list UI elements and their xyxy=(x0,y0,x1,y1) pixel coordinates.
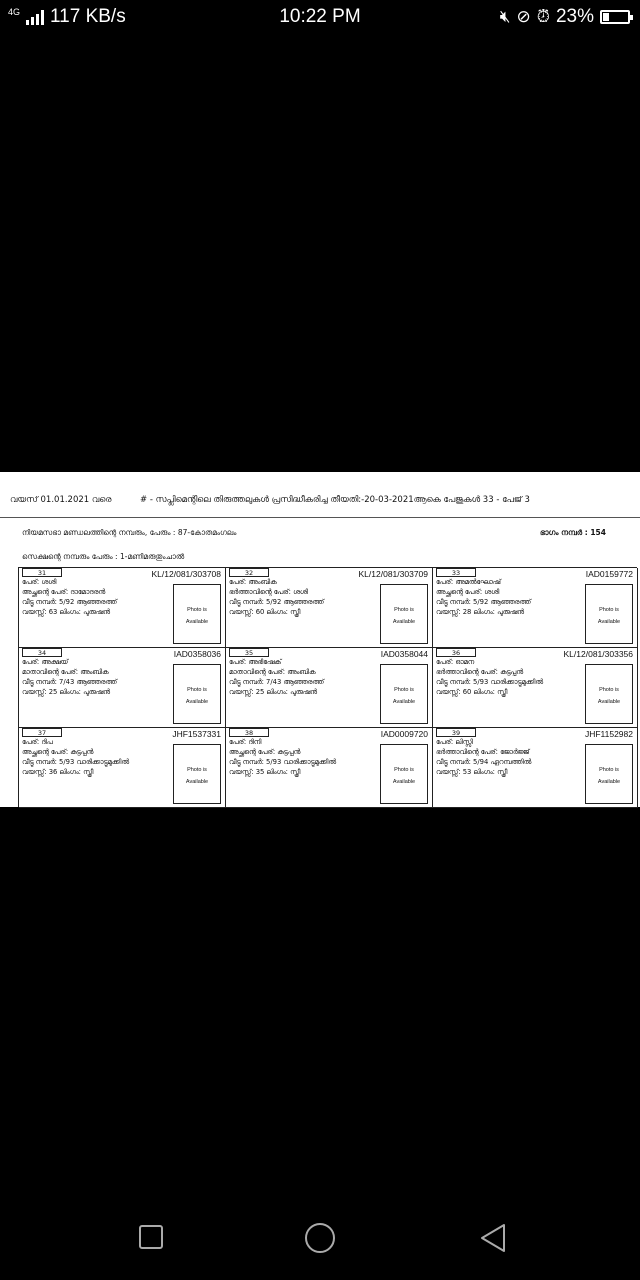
battery-percent: 23% xyxy=(555,6,594,27)
voter-name: പേര്: അമൽഘോഷ് xyxy=(436,578,501,586)
voter-card xyxy=(226,728,433,808)
house-number: വീട്ടു നമ്പർ: 5/93 വാരിക്കാട്ടുമുക്കിൽ xyxy=(22,758,129,766)
photo-text: Photo is xyxy=(599,687,619,693)
photo-text: Photo is xyxy=(599,767,619,773)
photo-placeholder xyxy=(585,584,633,644)
photo-text: Available xyxy=(185,779,209,785)
serial-number: 36 xyxy=(436,648,476,657)
photo-placeholder xyxy=(173,664,221,724)
voter-card xyxy=(226,568,433,648)
epic-number: KL/12/081/303709 xyxy=(358,569,428,579)
voter-name: പേര്: അംബിക xyxy=(229,578,277,586)
status-bar xyxy=(0,0,640,34)
header-divider xyxy=(0,517,640,518)
relation-name: അച്ഛന്റെ പേര്: കുട്ടപ്പൻ xyxy=(229,748,301,756)
photo-text: Available xyxy=(185,699,209,705)
voter-card xyxy=(19,568,226,648)
voter-name: പേര്: അക്ഷയ് xyxy=(22,658,69,666)
voter-name: പേര്: ശശി xyxy=(22,578,57,586)
constituency-label: നിയമസഭാ മണ്ഡലത്തിന്റെ നമ്പരും, പേരും : 87-കോതമംഗലം xyxy=(22,528,237,537)
photo-placeholder xyxy=(585,664,633,724)
house-number: വീട്ടു നമ്പർ: 5/92 ആഞ്ഞരത്ത് xyxy=(22,598,117,606)
house-number: വീട്ടു നമ്പർ: 5/92 ആഞ്ഞരത്ത് xyxy=(436,598,531,606)
house-number: വീട്ടു നമ്പർ: 7/43 ആഞ്ഞരത്ത് xyxy=(229,678,324,686)
photo-text: Photo is xyxy=(187,687,207,693)
supplement-info: # - സപ്ലിമെന്റിലെ തിരുത്തലുകൾ പ്രസിദ്ധീകരിച്ച തീയതി:-20-03-2021ആകെ പേജുകൾ 33 - പേജ് 3 xyxy=(140,495,530,505)
photo-text: Photo is xyxy=(187,767,207,773)
photo-text: Available xyxy=(392,619,416,625)
photo-text: Photo is xyxy=(187,607,207,613)
serial-number: 38 xyxy=(229,728,269,737)
serial-number: 33 xyxy=(436,568,476,577)
lock-icon: ⊘ xyxy=(516,7,531,26)
age-gender: വയസ്സ്: 25 ലിംഗം: പുരുഷൻ xyxy=(229,688,317,696)
document-header xyxy=(0,472,640,520)
serial-number: 39 xyxy=(436,728,476,737)
photo-placeholder xyxy=(585,744,633,804)
relation-name: മാതാവിന്റെ പേര്: അംബിക xyxy=(22,668,109,676)
relation-name: അച്ഛന്റെ പേര്: ശശി xyxy=(436,588,500,596)
photo-text: Photo is xyxy=(599,607,619,613)
alarm-icon: ⏰︎ xyxy=(536,7,550,26)
relation-name: അച്ഛന്റെ പേര്: ദാമോദരൻ xyxy=(22,588,106,596)
epic-number: IAD0358036 xyxy=(173,649,221,659)
age-gender: വയസ്സ്: 35 ലിംഗം: സ്ത്രീ xyxy=(229,768,301,776)
relation-name: ഭർത്താവിന്റെ പേര്: ശശി xyxy=(229,588,308,596)
voter-card xyxy=(19,648,226,728)
section-label: സെക്ഷന്റെ നമ്പരും പേരും : 1-മണിമരുതുംചാൽ xyxy=(22,552,185,561)
voter-grid xyxy=(18,567,637,807)
relation-name: മാതാവിന്റെ പേര്: അംബിക xyxy=(229,668,316,676)
network-speed: 117 KB/s xyxy=(50,6,126,27)
voter-card xyxy=(433,728,638,808)
age-cutoff-label: വയസ് 01.01.2021 വരെ xyxy=(10,495,112,505)
relation-name: ഭർത്താവിന്റെ പേര്: കുട്ടപ്പൻ xyxy=(436,668,524,676)
serial-number: 32 xyxy=(229,568,269,577)
age-gender: വയസ്സ്: 36 ലിംഗം: സ്ത്രീ xyxy=(22,768,94,776)
photo-text: Available xyxy=(597,699,621,705)
voter-name: പേര്: ലിസ്സി xyxy=(436,738,473,746)
status-right xyxy=(500,6,630,28)
house-number: വീട്ടു നമ്പർ: 5/93 വാരിക്കാട്ടുമുക്കിൽ xyxy=(229,758,336,766)
photo-text: Photo is xyxy=(394,687,414,693)
epic-number: KL/12/081/303356 xyxy=(563,649,633,659)
photo-text: Photo is xyxy=(394,767,414,773)
serial-number: 35 xyxy=(229,648,269,657)
back-icon xyxy=(482,1225,504,1251)
epic-number: IAD0358044 xyxy=(380,649,428,659)
document-page[interactable] xyxy=(0,472,640,807)
photo-text: Available xyxy=(392,699,416,705)
voter-name: പേര്: അഭിഷേക് xyxy=(229,658,282,666)
photo-placeholder xyxy=(173,744,221,804)
age-gender: വയസ്സ്: 53 ലിംഗം: സ്ത്രീ xyxy=(436,768,508,776)
photo-placeholder xyxy=(380,744,428,804)
voter-name: പേര്: ഓമന xyxy=(436,658,475,666)
recents-button[interactable] xyxy=(139,1225,163,1249)
navigation-bar xyxy=(0,1180,640,1280)
clock: 10:22 PM xyxy=(279,6,361,27)
house-number: വീട്ടു നമ്പർ: 5/92 ആഞ്ഞരത്ത് xyxy=(229,598,324,606)
age-gender: വയസ്സ്: 60 ലിംഗം: സ്ത്രീ xyxy=(436,688,508,696)
battery-icon xyxy=(600,10,630,24)
serial-number: 31 xyxy=(22,568,62,577)
voter-name: പേര്: ദിപ xyxy=(22,738,53,746)
epic-number: JHF1537331 xyxy=(172,729,221,739)
age-gender: വയസ്സ്: 25 ലിംഗം: പുരുഷൻ xyxy=(22,688,110,696)
mute-icon: 🔇︎ xyxy=(499,7,511,26)
epic-number: IAD0159772 xyxy=(585,569,633,579)
voter-name: പേര്: ദിനി xyxy=(229,738,262,746)
voter-card xyxy=(19,728,226,808)
epic-number: IAD0009720 xyxy=(380,729,428,739)
serial-number: 34 xyxy=(22,648,62,657)
age-gender: വയസ്സ്: 60 ലിംഗം: സ്ത്രീ xyxy=(229,608,301,616)
back-button[interactable] xyxy=(478,1222,508,1254)
photo-text: Available xyxy=(597,779,621,785)
epic-number: JHF1152982 xyxy=(584,729,633,739)
house-number: വീട്ടു നമ്പർ: 7/43 ആഞ്ഞരത്ത് xyxy=(22,678,117,686)
relation-name: അച്ഛന്റെ പേര്: കുട്ടപ്പൻ xyxy=(22,748,94,756)
photo-placeholder xyxy=(380,584,428,644)
photo-text: Photo is xyxy=(394,607,414,613)
voter-card xyxy=(433,568,638,648)
photo-placeholder xyxy=(380,664,428,724)
serial-number: 37 xyxy=(22,728,62,737)
photo-placeholder xyxy=(173,584,221,644)
photo-text: Available xyxy=(185,619,209,625)
photo-text: Available xyxy=(597,619,621,625)
battery-fill xyxy=(603,13,609,21)
house-number: വീട്ടു നമ്പർ: 5/93 വാരിക്കാട്ടുമുക്കിൽ xyxy=(436,678,543,686)
voter-card xyxy=(226,648,433,728)
epic-number: KL/12/081/303708 xyxy=(151,569,221,579)
part-number: ഭാഗം നമ്പർ : 154 xyxy=(539,528,606,537)
age-gender: വയസ്സ്: 63 ലിംഗം: പുരുഷൻ xyxy=(22,608,110,616)
voter-card xyxy=(433,648,638,728)
home-button[interactable] xyxy=(305,1223,335,1253)
relation-name: ഭർത്താവിന്റെ പേര്: ജോർജ്ജ് xyxy=(436,748,530,756)
house-number: വീട്ടു നമ്പർ: 5/94 ഏറമ്പത്തിൽ xyxy=(436,758,532,766)
network-type: 4G xyxy=(8,7,21,17)
photo-text: Available xyxy=(392,779,416,785)
age-gender: വയസ്സ്: 28 ലിംഗം: പുരുഷൻ xyxy=(436,608,524,616)
